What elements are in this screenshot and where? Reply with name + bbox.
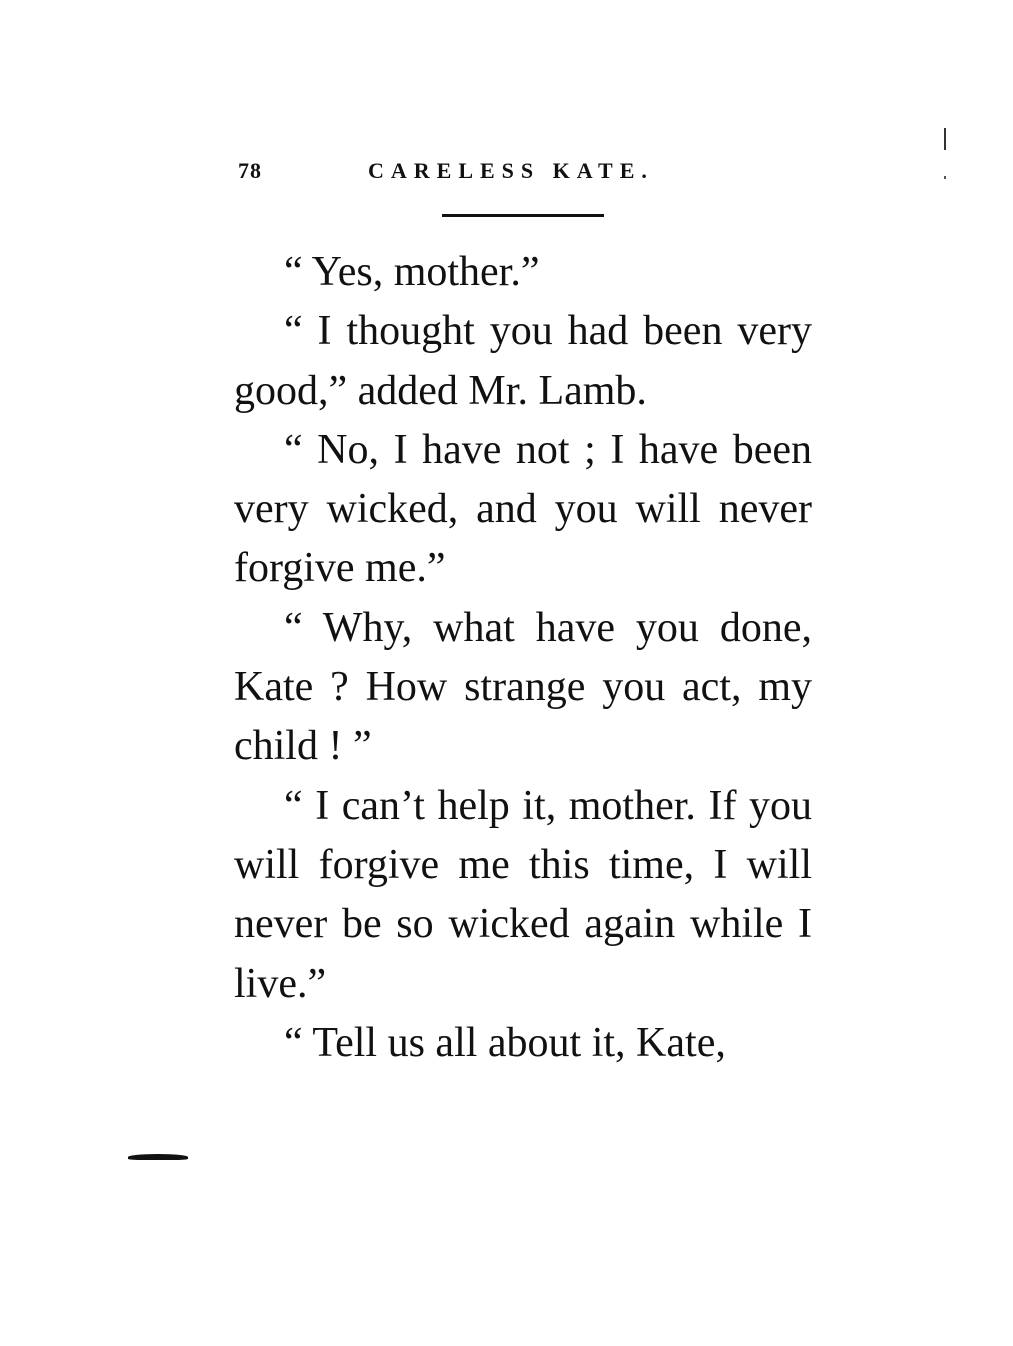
scan-edge-dot (944, 176, 946, 179)
body-text (234, 243, 812, 1073)
paragraph: “ I thought you had been very good,” added Mr. Lamb. (234, 308, 812, 414)
paragraph: “ Tell us all about it, Kate, (284, 1019, 726, 1066)
running-title: CARELESS KATE. (368, 158, 654, 183)
paragraph: “ I can’t help it, mother. If you will forgive me this time, I will never be so wicked again while I live.” (234, 782, 812, 1007)
page-number: 78 (238, 158, 262, 183)
paragraph: “ Yes, mother.” (284, 249, 540, 295)
scan-edge-mark (944, 128, 946, 150)
paragraph: “ No, I have not ; I have been very wicked, and you will never forgive me.” (234, 426, 812, 592)
page-header (238, 158, 708, 188)
header-rule (442, 214, 604, 217)
ink-smudge (128, 1154, 188, 1160)
paragraph: “ Why, what have you done, Kate ? How strange you act, my child ! ” (234, 604, 812, 770)
